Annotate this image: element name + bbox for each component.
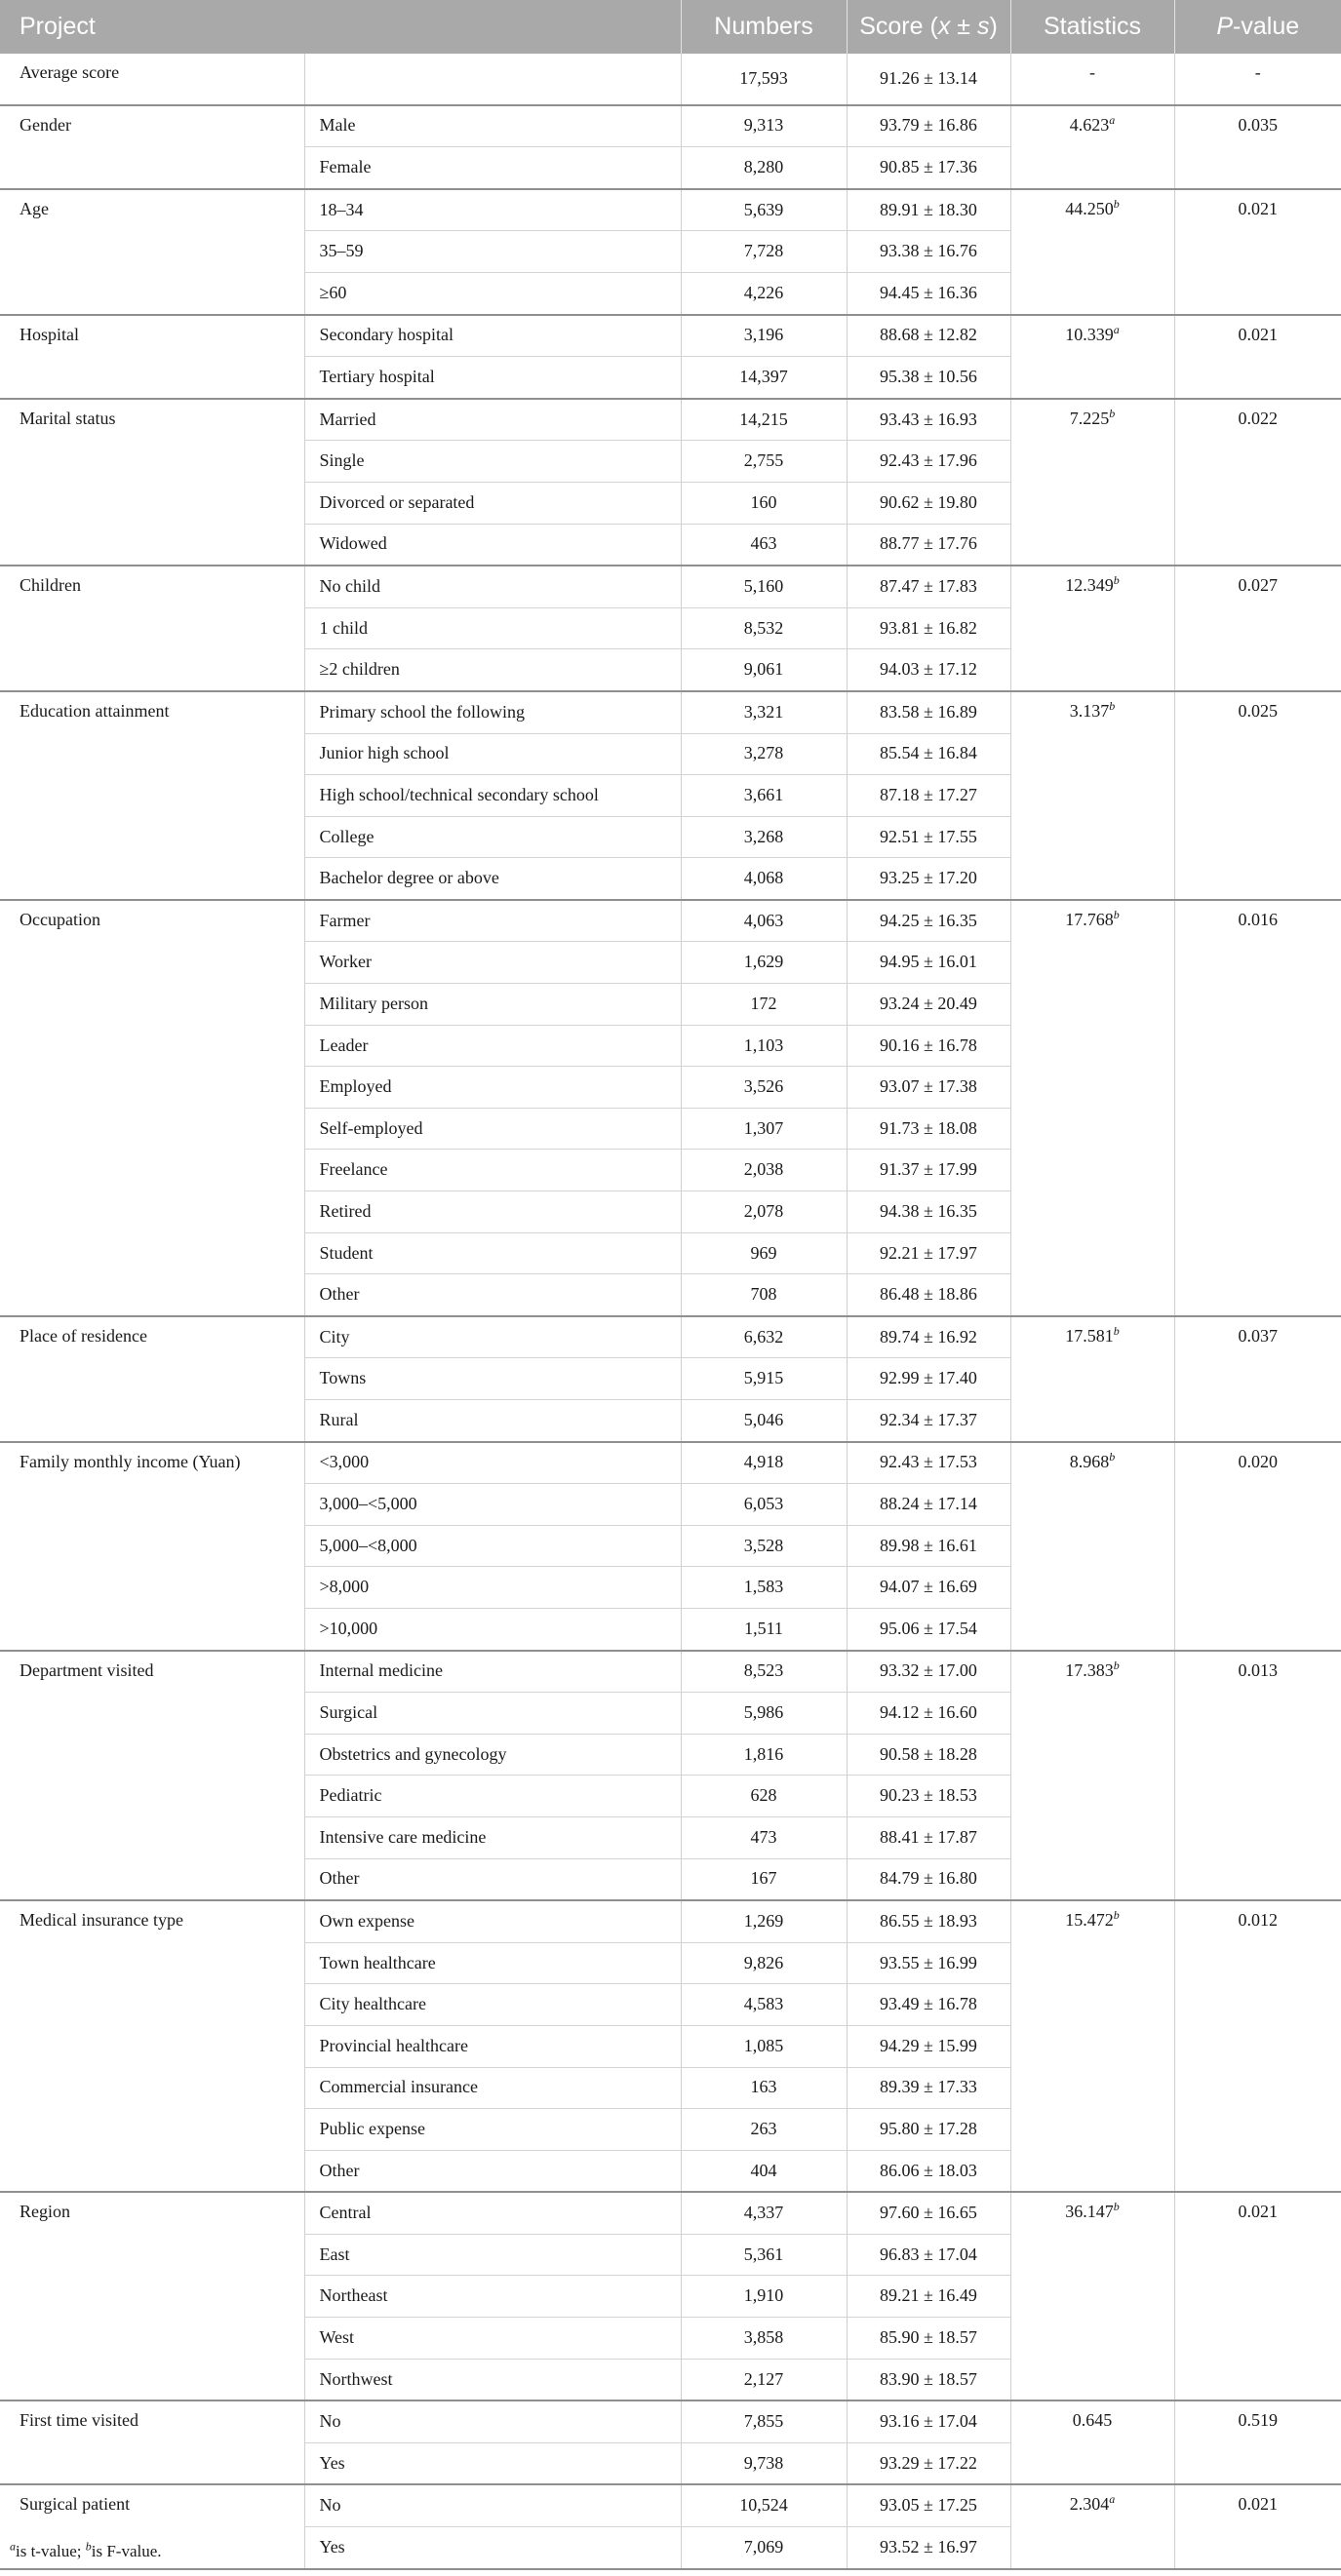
- row-numbers: 1,910: [681, 2276, 847, 2318]
- row-subgroup: Tertiary hospital: [304, 357, 681, 399]
- row-category: Medical insurance type: [0, 1900, 304, 2192]
- row-category: Region: [0, 2192, 304, 2400]
- statistic-superscript: a: [1113, 322, 1120, 336]
- row-numbers: 2,127: [681, 2359, 847, 2400]
- row-score: 91.37 ± 17.99: [847, 1150, 1010, 1191]
- row-category: First time visited: [0, 2400, 304, 2484]
- table-row: [0, 900, 1341, 942]
- row-numbers: 3,196: [681, 315, 847, 357]
- row-category: Education attainment: [0, 691, 304, 900]
- row-statistic: [1010, 1651, 1174, 1901]
- row-p-value: -: [1174, 54, 1341, 105]
- row-subgroup: Self-employed: [304, 1108, 681, 1150]
- statistic-value: 3.137: [1069, 700, 1110, 721]
- row-numbers: 7,728: [681, 231, 847, 273]
- row-numbers: 2,038: [681, 1150, 847, 1191]
- row-score: 96.83 ± 17.04: [847, 2234, 1010, 2276]
- table-row: [0, 189, 1341, 231]
- table-body: [0, 54, 1341, 2569]
- row-numbers: 3,858: [681, 2318, 847, 2360]
- row-score: 93.81 ± 16.82: [847, 607, 1010, 649]
- table-row: [0, 1442, 1341, 1484]
- row-subgroup: <3,000: [304, 1442, 681, 1484]
- row-subgroup: Towns: [304, 1358, 681, 1400]
- row-numbers: 9,313: [681, 105, 847, 147]
- row-statistic: [1010, 54, 1174, 105]
- row-score: 90.85 ± 17.36: [847, 147, 1010, 189]
- row-statistic: [1010, 399, 1174, 566]
- row-subgroup: Commercial insurance: [304, 2067, 681, 2109]
- statistic-superscript: b: [1109, 406, 1116, 420]
- row-p-value: 0.027: [1174, 566, 1341, 691]
- row-numbers: 5,915: [681, 1358, 847, 1400]
- row-score: 88.41 ± 17.87: [847, 1816, 1010, 1858]
- statistic-value: 2.304: [1069, 2494, 1110, 2515]
- statistic-superscript: b: [1113, 1658, 1120, 1672]
- row-score: 93.52 ± 16.97: [847, 2527, 1010, 2569]
- row-score: 94.95 ± 16.01: [847, 942, 1010, 984]
- row-numbers: 3,526: [681, 1067, 847, 1109]
- row-subgroup: Provincial healthcare: [304, 2025, 681, 2067]
- row-p-value: 0.022: [1174, 399, 1341, 566]
- row-subgroup: Employed: [304, 1067, 681, 1109]
- row-numbers: 7,855: [681, 2400, 847, 2442]
- row-subgroup: >10,000: [304, 1608, 681, 1650]
- row-category: Children: [0, 566, 304, 691]
- row-score: 87.18 ± 17.27: [847, 775, 1010, 817]
- row-category: Age: [0, 189, 304, 315]
- statistic-superscript: b: [1109, 698, 1116, 713]
- row-score: 94.25 ± 16.35: [847, 900, 1010, 942]
- statistic-value: 0.645: [1072, 2410, 1113, 2431]
- row-score: 92.43 ± 17.53: [847, 1442, 1010, 1484]
- row-statistic: [1010, 900, 1174, 1316]
- row-subgroup: Public expense: [304, 2109, 681, 2151]
- row-subgroup: West: [304, 2318, 681, 2360]
- row-subgroup: Central: [304, 2192, 681, 2234]
- row-subgroup: College: [304, 816, 681, 858]
- row-subgroup: Widowed: [304, 524, 681, 566]
- row-numbers: 5,361: [681, 2234, 847, 2276]
- row-numbers: 8,523: [681, 1651, 847, 1693]
- row-subgroup: Rural: [304, 1400, 681, 1442]
- row-category: Occupation: [0, 900, 304, 1316]
- row-category: Family monthly income (Yuan): [0, 1442, 304, 1651]
- row-subgroup: Northeast: [304, 2276, 681, 2318]
- statistic-value: 8.968: [1069, 1451, 1110, 1471]
- row-subgroup: Divorced or separated: [304, 482, 681, 524]
- statistic-value: 36.147: [1065, 2202, 1114, 2222]
- row-score: 89.39 ± 17.33: [847, 2067, 1010, 2109]
- row-score: 93.43 ± 16.93: [847, 399, 1010, 441]
- row-subgroup: Pediatric: [304, 1776, 681, 1817]
- row-numbers: 263: [681, 2109, 847, 2151]
- row-score: 93.38 ± 16.76: [847, 231, 1010, 273]
- row-statistic: [1010, 1442, 1174, 1651]
- row-category: Marital status: [0, 399, 304, 566]
- row-score: 94.07 ± 16.69: [847, 1567, 1010, 1609]
- row-category: Hospital: [0, 315, 304, 399]
- row-numbers: 6,632: [681, 1316, 847, 1358]
- row-statistic: [1010, 691, 1174, 900]
- row-score: 93.55 ± 16.99: [847, 1942, 1010, 1984]
- row-p-value: 0.012: [1174, 1900, 1341, 2192]
- row-score: 93.24 ± 20.49: [847, 984, 1010, 1026]
- row-numbers: 3,661: [681, 775, 847, 817]
- row-numbers: 1,629: [681, 942, 847, 984]
- row-statistic: [1010, 1316, 1174, 1442]
- row-numbers: 8,532: [681, 607, 847, 649]
- row-p-value: 0.021: [1174, 189, 1341, 315]
- row-subgroup: No: [304, 2484, 681, 2526]
- row-category: Place of residence: [0, 1316, 304, 1442]
- row-score: 94.38 ± 16.35: [847, 1191, 1010, 1233]
- row-numbers: 2,078: [681, 1191, 847, 1233]
- table-row: [0, 2192, 1341, 2234]
- row-subgroup: Surgical: [304, 1693, 681, 1735]
- row-subgroup: City: [304, 1316, 681, 1358]
- row-score: 86.55 ± 18.93: [847, 1900, 1010, 1942]
- row-score: 87.47 ± 17.83: [847, 566, 1010, 607]
- statistic-value: 10.339: [1065, 324, 1114, 344]
- row-subgroup: Yes: [304, 2442, 681, 2484]
- row-numbers: 9,826: [681, 1942, 847, 1984]
- row-subgroup: No child: [304, 566, 681, 607]
- row-numbers: 1,511: [681, 1608, 847, 1650]
- table-row: [0, 54, 1341, 105]
- header-project: Project: [0, 0, 681, 54]
- row-subgroup: >8,000: [304, 1567, 681, 1609]
- row-subgroup: 18–34: [304, 189, 681, 231]
- row-subgroup: Student: [304, 1232, 681, 1274]
- table-row: [0, 1651, 1341, 1693]
- row-subgroup: City healthcare: [304, 1984, 681, 2026]
- row-score: 90.16 ± 16.78: [847, 1025, 1010, 1067]
- row-category: Gender: [0, 105, 304, 189]
- row-subgroup: Other: [304, 1858, 681, 1900]
- row-subgroup: Single: [304, 441, 681, 483]
- row-subgroup: ≥60: [304, 272, 681, 314]
- statistic-superscript: b: [1113, 196, 1120, 211]
- row-score: 92.51 ± 17.55: [847, 816, 1010, 858]
- row-statistic: [1010, 105, 1174, 189]
- row-score: 83.90 ± 18.57: [847, 2359, 1010, 2400]
- row-score: 93.05 ± 17.25: [847, 2484, 1010, 2526]
- row-numbers: 1,307: [681, 1108, 847, 1150]
- row-score: 88.68 ± 12.82: [847, 315, 1010, 357]
- row-numbers: 5,986: [681, 1693, 847, 1735]
- row-score: 93.29 ± 17.22: [847, 2442, 1010, 2484]
- row-numbers: 9,061: [681, 649, 847, 691]
- row-statistic: [1010, 2400, 1174, 2484]
- row-subgroup: Married: [304, 399, 681, 441]
- statistic-value: 4.623: [1069, 114, 1110, 135]
- row-numbers: 14,397: [681, 357, 847, 399]
- row-statistic: [1010, 315, 1174, 399]
- table-footnote: $^a$is t-value; $^b$is F-value.: [10, 2539, 162, 2560]
- row-statistic: [1010, 1900, 1174, 2192]
- row-score: 88.24 ± 17.14: [847, 1484, 1010, 1526]
- row-numbers: 5,639: [681, 189, 847, 231]
- statistic-superscript: b: [1113, 2200, 1120, 2214]
- row-score: 93.25 ± 17.20: [847, 858, 1010, 900]
- row-numbers: 3,268: [681, 816, 847, 858]
- row-numbers: 3,321: [681, 691, 847, 733]
- row-score: 95.38 ± 10.56: [847, 357, 1010, 399]
- statistic-superscript: b: [1113, 573, 1120, 588]
- row-numbers: 3,528: [681, 1525, 847, 1567]
- row-numbers: 172: [681, 984, 847, 1026]
- row-subgroup: Town healthcare: [304, 1942, 681, 1984]
- row-score: 94.12 ± 16.60: [847, 1693, 1010, 1735]
- row-numbers: 7,069: [681, 2527, 847, 2569]
- row-numbers: 969: [681, 1232, 847, 1274]
- row-numbers: 2,755: [681, 441, 847, 483]
- row-score: 89.91 ± 18.30: [847, 189, 1010, 231]
- row-subgroup: Military person: [304, 984, 681, 1026]
- row-subgroup: Obstetrics and gynecology: [304, 1734, 681, 1776]
- row-subgroup: 35–59: [304, 231, 681, 273]
- statistic-value: 7.225: [1069, 408, 1110, 428]
- row-numbers: 160: [681, 482, 847, 524]
- row-score: 94.03 ± 17.12: [847, 649, 1010, 691]
- row-score: 93.32 ± 17.00: [847, 1651, 1010, 1693]
- row-p-value: 0.016: [1174, 900, 1341, 1316]
- row-subgroup: Secondary hospital: [304, 315, 681, 357]
- row-score: 90.62 ± 19.80: [847, 482, 1010, 524]
- row-p-value: 0.037: [1174, 1316, 1341, 1442]
- row-subgroup: [304, 54, 681, 105]
- header-numbers: Numbers: [681, 0, 847, 54]
- statistic-superscript: b: [1113, 1908, 1120, 1923]
- table-row: [0, 1316, 1341, 1358]
- row-numbers: 5,160: [681, 566, 847, 607]
- row-score: 93.49 ± 16.78: [847, 1984, 1010, 2026]
- row-score: 83.58 ± 16.89: [847, 691, 1010, 733]
- row-p-value: 0.519: [1174, 2400, 1341, 2484]
- row-numbers: 708: [681, 1274, 847, 1316]
- row-subgroup: Worker: [304, 942, 681, 984]
- header-statistics: Statistics: [1010, 0, 1174, 54]
- row-score: 88.77 ± 17.76: [847, 524, 1010, 566]
- statistic-superscript: b: [1109, 1449, 1116, 1464]
- row-numbers: 1,583: [681, 1567, 847, 1609]
- row-subgroup: ≥2 children: [304, 649, 681, 691]
- row-subgroup: Primary school the following: [304, 691, 681, 733]
- table-header-row: [0, 0, 1341, 54]
- row-numbers: 4,068: [681, 858, 847, 900]
- row-score: 93.16 ± 17.04: [847, 2400, 1010, 2442]
- row-numbers: 8,280: [681, 147, 847, 189]
- row-subgroup: 3,000–<5,000: [304, 1484, 681, 1526]
- row-p-value: 0.035: [1174, 105, 1341, 189]
- row-score: 90.58 ± 18.28: [847, 1734, 1010, 1776]
- header-p-value: P-value: [1174, 0, 1341, 54]
- table-row: [0, 2484, 1341, 2526]
- row-score: 89.74 ± 16.92: [847, 1316, 1010, 1358]
- row-numbers: 4,583: [681, 1984, 847, 2026]
- row-score: 89.98 ± 16.61: [847, 1525, 1010, 1567]
- row-score: 90.23 ± 18.53: [847, 1776, 1010, 1817]
- statistic-value: 15.472: [1065, 1910, 1114, 1931]
- table-row: [0, 2400, 1341, 2442]
- row-subgroup: Retired: [304, 1191, 681, 1233]
- row-score: 84.79 ± 16.80: [847, 1858, 1010, 1900]
- statistic-value: 17.383: [1065, 1659, 1114, 1680]
- row-score: 89.21 ± 16.49: [847, 2276, 1010, 2318]
- row-category: Average score: [0, 54, 304, 105]
- row-score: 92.34 ± 17.37: [847, 1400, 1010, 1442]
- row-score: 95.06 ± 17.54: [847, 1608, 1010, 1650]
- row-numbers: 463: [681, 524, 847, 566]
- row-p-value: 0.020: [1174, 1442, 1341, 1651]
- row-p-value: 0.021: [1174, 2192, 1341, 2400]
- statistic-superscript: a: [1109, 112, 1116, 127]
- row-numbers: 628: [681, 1776, 847, 1817]
- statistic-value: 44.250: [1065, 198, 1114, 218]
- row-subgroup: Own expense: [304, 1900, 681, 1942]
- row-subgroup: Internal medicine: [304, 1651, 681, 1693]
- statistic-value: 17.768: [1065, 909, 1114, 929]
- row-subgroup: Farmer: [304, 900, 681, 942]
- row-subgroup: Leader: [304, 1025, 681, 1067]
- row-score: 97.60 ± 16.65: [847, 2192, 1010, 2234]
- row-numbers: 10,524: [681, 2484, 847, 2526]
- row-category: Surgical patient: [0, 2484, 304, 2568]
- row-statistic: [1010, 2192, 1174, 2400]
- row-numbers: 3,278: [681, 733, 847, 775]
- statistic-superscript: a: [1109, 2492, 1116, 2507]
- row-subgroup: Other: [304, 2150, 681, 2192]
- row-score: 92.43 ± 17.96: [847, 441, 1010, 483]
- row-statistic: [1010, 566, 1174, 691]
- row-score: 85.54 ± 16.84: [847, 733, 1010, 775]
- row-numbers: 4,337: [681, 2192, 847, 2234]
- table-row: [0, 315, 1341, 357]
- row-subgroup: Intensive care medicine: [304, 1816, 681, 1858]
- row-subgroup: East: [304, 2234, 681, 2276]
- statistic-value: 12.349: [1065, 575, 1114, 596]
- table-row: [0, 399, 1341, 441]
- row-numbers: 163: [681, 2067, 847, 2109]
- row-score: 95.80 ± 17.28: [847, 2109, 1010, 2151]
- row-p-value: 0.021: [1174, 2484, 1341, 2568]
- row-score: 94.29 ± 15.99: [847, 2025, 1010, 2067]
- row-p-value: 0.025: [1174, 691, 1341, 900]
- table-row: [0, 105, 1341, 147]
- row-score: 94.45 ± 16.36: [847, 272, 1010, 314]
- row-numbers: 1,269: [681, 1900, 847, 1942]
- row-numbers: 404: [681, 2150, 847, 2192]
- row-numbers: 1,816: [681, 1734, 847, 1776]
- row-numbers: 14,215: [681, 399, 847, 441]
- row-score: 85.90 ± 18.57: [847, 2318, 1010, 2360]
- statistic-superscript: b: [1113, 1323, 1120, 1338]
- row-subgroup: Male: [304, 105, 681, 147]
- row-score: 91.73 ± 18.08: [847, 1108, 1010, 1150]
- row-subgroup: Female: [304, 147, 681, 189]
- row-category: Department visited: [0, 1651, 304, 1901]
- row-numbers: 4,918: [681, 1442, 847, 1484]
- row-p-value: 0.021: [1174, 315, 1341, 399]
- row-numbers: 4,063: [681, 900, 847, 942]
- row-subgroup: Yes: [304, 2527, 681, 2569]
- row-numbers: 1,085: [681, 2025, 847, 2067]
- row-score: 92.21 ± 17.97: [847, 1232, 1010, 1274]
- table-row: [0, 566, 1341, 607]
- row-score: 93.79 ± 16.86: [847, 105, 1010, 147]
- statistic-value: 17.581: [1065, 1325, 1114, 1346]
- row-subgroup: 1 child: [304, 607, 681, 649]
- row-numbers: 1,103: [681, 1025, 847, 1067]
- row-statistic: [1010, 2484, 1174, 2568]
- row-subgroup: Other: [304, 1274, 681, 1316]
- row-subgroup: Northwest: [304, 2359, 681, 2400]
- row-numbers: 167: [681, 1858, 847, 1900]
- row-numbers: 473: [681, 1816, 847, 1858]
- row-score: 91.26 ± 13.14: [847, 54, 1010, 105]
- row-score: 93.07 ± 17.38: [847, 1067, 1010, 1109]
- row-statistic: [1010, 189, 1174, 315]
- row-subgroup: High school/technical secondary school: [304, 775, 681, 817]
- row-subgroup: Junior high school: [304, 733, 681, 775]
- statistic-value: -: [1089, 62, 1095, 82]
- row-numbers: 6,053: [681, 1484, 847, 1526]
- row-subgroup: 5,000–<8,000: [304, 1525, 681, 1567]
- table-row: [0, 1900, 1341, 1942]
- row-score: 92.99 ± 17.40: [847, 1358, 1010, 1400]
- row-score: 86.48 ± 18.86: [847, 1274, 1010, 1316]
- row-numbers: 17,593: [681, 54, 847, 105]
- row-score: 86.06 ± 18.03: [847, 2150, 1010, 2192]
- table-row: [0, 691, 1341, 733]
- row-subgroup: No: [304, 2400, 681, 2442]
- row-subgroup: Freelance: [304, 1150, 681, 1191]
- row-numbers: 5,046: [681, 1400, 847, 1442]
- row-p-value: 0.013: [1174, 1651, 1341, 1901]
- row-numbers: 9,738: [681, 2442, 847, 2484]
- header-score: Score (x ± s): [847, 0, 1010, 54]
- statistic-superscript: b: [1113, 907, 1120, 921]
- row-numbers: 4,226: [681, 272, 847, 314]
- row-subgroup: Bachelor degree or above: [304, 858, 681, 900]
